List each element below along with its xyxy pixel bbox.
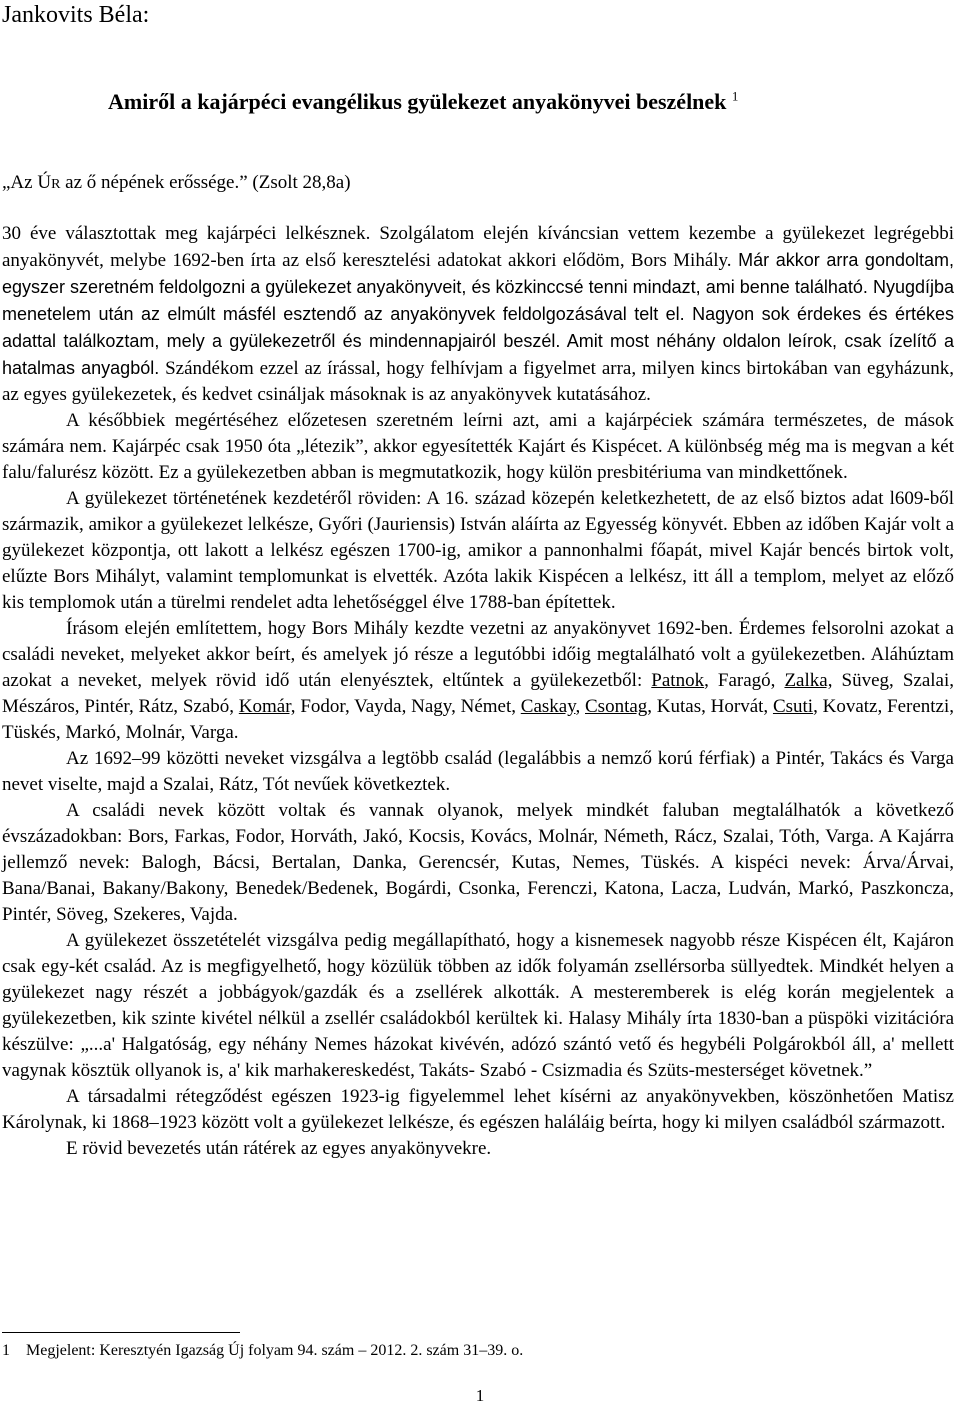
- paragraph-7: A gyülekezet összetételét vizsgálva pedig megállapítható, hogy a kisnemesek nagyobb része Kispécen élt, Kajáron csak egy-két család. Az is megfigyelhető, hogy közülük többen az idők folyamán zsellérsorba süllyedtek. Mindkét helyen a gyülekezet nagy részét a jobbágyok/gazdák és a zsellérek alkották. A mesteremberek is elég korán megjelentek a gyülekezetben, kik szinte kivétel nélkül a zsellér családokból kerültek ki. Halasy Mihály írta 1830-ban a püspöki vizitációra készülve: „...a' Halgatóság, egy néhány Nemes házokat kivévén, adózó szántó vető és hegybéli Polgárokból áll, a' mellett vagynak kösztük ollyanok is, a' kik marhakereskedést, Takáts- Szabó - Csizmadia és Szüts-mesterséget követnek.”: [2, 930, 954, 1081]
- p4-text: , Kovatz, Ferentzi, Tüskés, Markó, Molnár, Varga.: [2, 696, 954, 743]
- p1-sentence-2: Szolgálatom elején kíváncsian vettem kezembe a gyülekezet legrégebbi anyakönyvét, melybe 1692-ben írta az első keresztelési adatokat akkori elődöm, Bors Mihály.: [2, 223, 954, 271]
- article-title-text: Amiről a kajárpéci evangélikus gyülekezet anyakönyvei beszélnek: [108, 89, 727, 114]
- p1-sentence-1: 30 éve választottak meg kajárpéci lelkésznek.: [2, 223, 371, 244]
- p4-text: Süveg, Szalai, Mészáros, Pintér, Rátz, Szabó,: [2, 670, 954, 717]
- p1-sentence-7: Szándékom ezzel az írással, hogy felhívjam a figyelmet arra, milyen kincs birtokában van egyházunk, az egyes gyülekezetek, és kedvet csináljak másoknak is az anyakönyvek kutatásához.: [2, 358, 954, 405]
- footnote: [2, 1340, 523, 1362]
- underlined-name: Patnok: [651, 670, 705, 691]
- p1-sentence-5: Nagyon sok érdekes és értékes adattal találkoztam, mely a gyülekezetről és mindennapjairól beszél.: [2, 304, 954, 351]
- paragraph-1: [2, 221, 954, 408]
- author-name: Jankovits Béla:: [2, 2, 150, 28]
- underlined-name: Csuti: [772, 696, 814, 717]
- page-number: 1: [475, 1386, 485, 1405]
- motto-quote: [2, 170, 351, 198]
- p4-text: , Kutas, Horvát,: [647, 696, 773, 717]
- underlined-name: Csontag: [585, 696, 648, 717]
- footnote-text: Megjelent: Keresztyén Igazság Új folyam 94. szám – 2012. 2. szám 31–39. o.: [26, 1342, 524, 1359]
- paragraph-3: A gyülekezet történetének kezdetéről röviden: A 16. század közepén keletkezhetett, de az első biztos adat l609-ből származik, amikor a gyülekezet lelkésze, Győri (Jauriensis) István aláírta az Egyesség könyvét. Ebben az időben Kajár volt a gyülekezet központja, ott lakott a lelkész egészen 1700-ig, amikor a pannonhalmi főapát, mivel Kajár bencés birtok volt, elűzte Bors Mihályt, valamint templomunkat is elvették. Azóta lakik Kispécen a lelkész, itt áll a templom, melyet az előző kis templomok után a türelmi rendelet adta lehetőséggel élve 1788-ban építettek.: [2, 488, 954, 613]
- paragraph-5: Az 1692–99 közötti neveket vizsgálva a legtöbb család (legalábbis a nemző korú férfiak) a Pintér, Takács és Varga nevet viselte, majd a Szalai, Rátz, Tót nevűek következtek.: [2, 748, 954, 795]
- paragraph-2: A későbbiek megértéséhez előzetesen szeretném leírni azt, ami a kajárpéciek számára természetes, de mások számára nem. Kajárpéc csak 1950 óta „létezik”, akkor egyesítették Kajárt és Kispécet. A különbség még ma is megvan a két falu/falurész között. Ez a gyülekezetben abban is megmutatkozik, hogy külön presbitériuma van mindkettőnek.: [2, 410, 954, 483]
- paragraph-8: A társadalmi rétegződést egészen 1923-ig figyelemmel lehet kísérni az anyakönyvekben, köszönhetően Matisz Károlynak, ki 1868–1923 között volt a gyülekezet lelkésze, és egészen haláláig beírta, hogy ki milyen családból származott.: [2, 1086, 954, 1133]
- p4-text: Fodor, Vayda, Nagy, Német,: [295, 696, 521, 717]
- p4-intro: Írásom elején említettem, hogy Bors Mihály kezdte vezetni az anyakönyvet 1692-ben. Érdemes felsorolni azokat a családi neveket, melyeket akkor beírt, és amelyek jó része a legutóbbi időig megtalálható volt a gyülekezetben. Aláhúztam azokat a neveket, melyek rövid idő után elenyésztek, eltűntek a gyülekezetből:: [2, 618, 954, 691]
- paragraph-6: A családi nevek között voltak és vannak olyanok, melyek mindkét faluban megtalálhatók a következő évszázadokban: Bors, Farkas, Fodor, Horváth, Jakó, Kocsis, Kovács, Molnár, Németh, Rácz, Szalai, Tóth, Varga. A Kajárra jellemző nevek: Balogh, Bácsi, Bertalan, Danka, Gerencsér, Kutas, Nemes, Tüskés. A kispéci nevek: Árva/Árvai, Bana/Banai, Bakany/Bakony, Benedek/Bedenek, Bogárdi, Csonka, Ferenczi, Katona, Lacza, Ludván, Markó, Paszkoncza, Pintér, Söveg, Szekeres, Vajda.: [2, 800, 954, 925]
- footnote-divider: [2, 1332, 240, 1333]
- p4-text: ,: [575, 696, 585, 717]
- paragraph-9: E rövid bevezetés után rátérek az egyes anyakönyvekre.: [66, 1138, 492, 1159]
- motto-rest: az ő népének erőssége.” (Zsolt 28,8a): [60, 172, 351, 193]
- article-body: [2, 221, 954, 1162]
- motto-small-caps: R: [51, 177, 61, 192]
- underlined-name: Caskay: [520, 696, 576, 717]
- motto-open: „Az Ú: [2, 172, 52, 193]
- p4-text: , Faragó,: [704, 670, 785, 691]
- p1-sentence-4: Nyugdíjba menetelem után az elmúlt másfél esztendő az anyakönyvek feldolgozásával telt el.: [2, 277, 954, 324]
- footnote-number: 1: [2, 1342, 10, 1359]
- article-title: [108, 87, 738, 117]
- underlined-name: Komár,: [238, 696, 296, 717]
- underlined-name: Zalka,: [784, 670, 833, 691]
- p1-sentence-6: Amit most néhány oldalon leírok, csak ízelítő a hatalmas anyagból.: [2, 331, 955, 378]
- paragraph-4: [2, 616, 954, 746]
- title-footnote-ref[interactable]: 1: [731, 88, 739, 104]
- p1-sentence-3: Már akkor arra gondoltam, egyszer szeretném feldolgozni a gyülekezet anyakönyveit, és közkinccsé tenni mindazt, ami benne található.: [2, 250, 954, 297]
